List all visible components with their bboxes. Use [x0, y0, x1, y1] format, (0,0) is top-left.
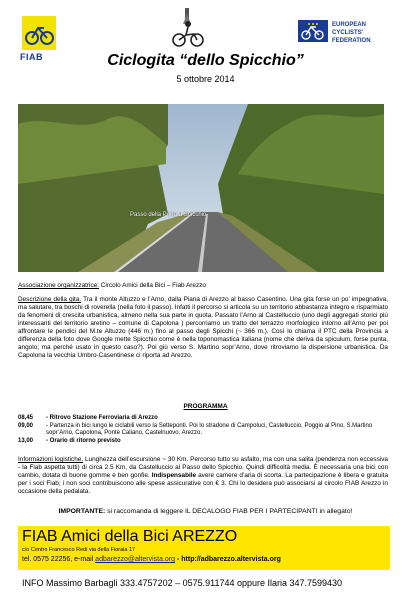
- club-website-link[interactable]: - http://adbarezzo.altervista.org: [175, 556, 281, 563]
- info-contacts: INFO Massimo Barbagli 333.4757202 – 0575.911744 oppure Ilaria 347.7599430: [22, 578, 343, 588]
- program-row: [18, 438, 388, 446]
- important-notice: [0, 508, 411, 515]
- logistics-text-before: Lunghezza dell’escursione ~ 30 Km. Percorso tutto su asfalto, ma con una salita (pendenza non eccessiva - la Fiab aspetta tutti) di circa 2.5 Km, da Castelluccio al Passo dello Spicchio. Quindi difficoltà media. È necessaria una bici con cambio, dotata di buone gomme e ben gonfie.: [18, 456, 388, 479]
- association-line: [18, 282, 388, 290]
- club-name: FIAB Amici della Bici AREZZO: [22, 528, 238, 545]
- club-contacts: [22, 556, 281, 563]
- program-title: PROGRAMMA: [183, 403, 228, 410]
- road-photo: [18, 104, 384, 272]
- page-title: Ciclogita “dello Spicchio”: [107, 52, 304, 69]
- program-row: [18, 423, 388, 438]
- program-row: [18, 415, 388, 423]
- program-list: [18, 415, 388, 445]
- description-paragraph: [18, 296, 388, 360]
- club-email-link[interactable]: adbarezzo@altervista.org: [95, 556, 176, 563]
- description-label: Descrizione della gita.: [18, 296, 82, 303]
- program-text: - Orario di ritorno previsto: [46, 437, 121, 444]
- association-label: Associazione organizzatrice:: [18, 282, 99, 289]
- ecf-logo-icon: [298, 20, 328, 42]
- logistics-label: Informazioni logistiche.: [18, 456, 84, 463]
- important-label: IMPORTANTE:: [58, 508, 106, 515]
- logistics-text-after: avere camere d’aria di scorta. La partecipazione è libera e gratuita per i soci Fiab; i non soci contribuiscono alle spese assicurative con € 3. Chi lo desidera può associarsi al circolo FIAB Arezzo in occasione della pedalata.: [18, 472, 389, 495]
- description-text: Tra il monte Altuzzo e l’Arno, dalla Piana di Arezzo al basso Casentino. Una gita forse un po’ impegnativa, ma salutare, tra boschi di roverella (nella foto il passo). Infatti il percorso si articola su un territorio abbastanza integro e risparmiato da fenomeni di crescita urbanistica, almeno nella sua parte in quota. Passato l’Arno al Castelluccio (uno degli aggregati storici più interessanti del territorio aretino – comune di Capolona ) percorriamo un tratto del terrazzo morfologico intorno all’Arno per poi affrontare le pendici del M.te Altuzzo (446 m.) fino al passo degli Spicchi (~ 366 m.). Così lo chiama il PTC della Provincia a differenza della foto dove Google mette Spicchio come è nella toponomastica italiana (nome che deriva da spiculum, forse punta, angolo; ma perché usato in questo caso?). Poi giù verso S. Martino sopr’Arno, dove ritroviamo la dispersione urbanistica. Da Capolona la vecchia Umbro-Casentinese ci riporta ad Arezzo.: [18, 296, 388, 359]
- cyclist-church-logo-icon: [168, 6, 208, 50]
- club-address: c/o Centro Francesco Redi via della Fioraia 17: [22, 547, 136, 553]
- logistics-paragraph: [18, 456, 388, 496]
- important-text: si raccomanda di leggere IL DECALOGO FIAB PER I PARTECIPANTI in allegato!: [105, 508, 353, 515]
- logistics-indispensable: Indispensabile: [151, 472, 197, 479]
- fiab-logo-bike-icon: [22, 16, 56, 50]
- club-tel: tel. 0575 22256, e-mail: [22, 556, 94, 563]
- program-time: 08,45: [18, 415, 34, 421]
- program-text: - Ritrovo Stazione Ferroviaria di Arezzo: [46, 415, 158, 421]
- fiab-logo-text: FIAB: [20, 52, 43, 62]
- program-text: - Partenza in bici lungo le ciclabili verso la Setteponti. Poi lo stradone di Campoluci, Castelluccio, Poggio al Pino, S.Martino sopr’Arno, Capolona, Ponte Caliano, Castelnuovo, Arezzo.: [46, 422, 373, 437]
- program-time: 09,00: [18, 422, 34, 429]
- ecf-logo-text: EUROPEAN CYCLISTS' FEDERATION: [332, 22, 371, 44]
- event-date: 5 ottobre 2014: [176, 74, 235, 84]
- association-value: Circolo Amici della Bici – Fiab Arezzo: [99, 282, 206, 289]
- program-time: 13,00: [18, 437, 34, 444]
- photo-caption: Passo della Porta a Spicchio: [130, 212, 207, 218]
